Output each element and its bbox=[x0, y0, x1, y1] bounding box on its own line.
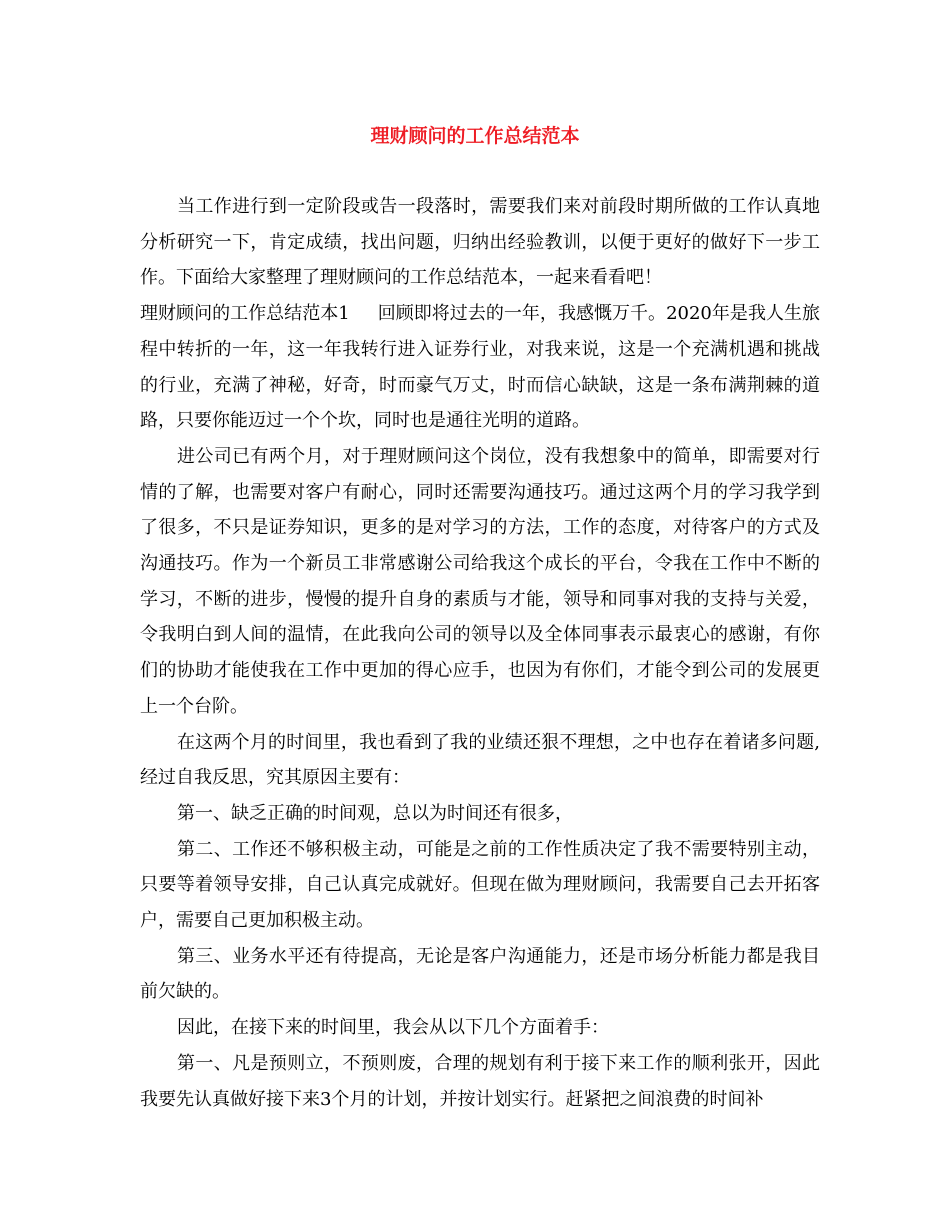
document-title: 理财顾问的工作总结范本 bbox=[370, 125, 580, 147]
body-paragraph: 在这两个月的时间里，我也看到了我的业绩还狠不理想，之中也存在着诸多问题,经过自我反思，究其原因主要有： bbox=[140, 731, 820, 789]
document-body bbox=[140, 189, 820, 1117]
body-paragraph: 第三、业务水平还有待提高，无论是客户沟通能力，还是市场分析能力都是我目前欠缺的。 bbox=[140, 945, 820, 1003]
body-paragraph: 进公司已有两个月，对于理财顾问这个岗位，没有我想象中的简单，即需要对行情的了解，也需要对客户有耐心，同时还需要沟通技巧。通过这两个月的学习我学到了很多，不只是证券知识，更多的是对学习的方法，工作的态度，对待客户的方式及沟通技巧。作为一个新员工非常感谢公司给我这个成长的平台，令我在工作中不断的学习，不断的进步，慢慢的提升自身的素质与才能，领导和同事对我的支持与关爱，令我明白到人间的温情，在此我向公司的领导以及全体同事表示最衷心的感谢，有你们的协助才能使我在工作中更加的得心应手，也因为有你们，才能令到公司的发展更上一个台阶。 bbox=[140, 445, 820, 717]
body-paragraph: 第二、工作还不够积极主动，可能是之前的工作性质决定了我不需要特别主动，只要等着领导安排，自己认真完成就好。但现在做为理财顾问，我需要自己去开拓客户，需要自己更加积极主动。 bbox=[140, 838, 820, 932]
body-paragraph: 第一、缺乏正确的时间观，总以为时间还有很多， bbox=[177, 802, 573, 824]
sample-paragraph bbox=[140, 296, 820, 439]
sample-opening: 回顾即将过去的一年，我感慨万千。2020年是我人生旅程中转折的一年，这一年我转行进入证券行业，对我来说，这是一个充满机遇和挑战的行业，充满了神秘，好奇，时而豪气万丈，时而信心缺缺，这是一条布满荆棘的道路，只要你能迈过一个个坎，同时也是通往光明的道路。 bbox=[140, 303, 821, 432]
body-paragraph: 第一、凡是预则立，不预则废，合理的规划有利于接下来工作的顺利张开，因此我要先认真做好接下来3个月的计划，并按计划实行。赶紧把之间浪费的时间补 bbox=[140, 1052, 820, 1110]
sample-heading: 理财顾问的工作总结范本1 bbox=[140, 303, 350, 325]
body-paragraph: 因此，在接下来的时间里，我会从以下几个方面着手： bbox=[177, 1017, 609, 1039]
intro-paragraph: 当工作进行到一定阶段或告一段落时，需要我们来对前段时期所做的工作认真地分析研究一下，肯定成绩，找出问题，归纳出经验教训，以便于更好的做好下一步工作。下面给大家整理了理财顾问的工作总结范本，一起来看看吧！ bbox=[140, 196, 820, 289]
